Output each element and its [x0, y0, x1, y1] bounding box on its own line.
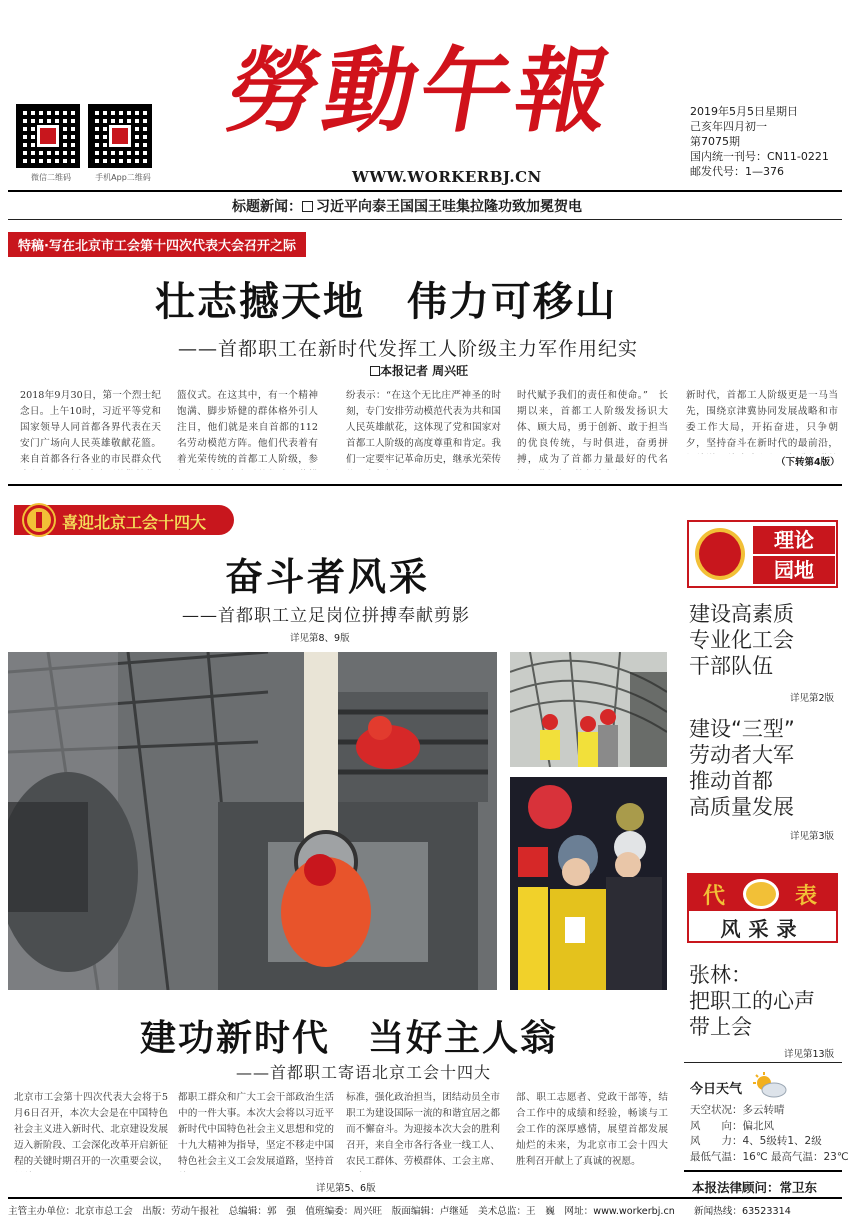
- union-emblem-icon: [743, 879, 779, 909]
- issue-number: 第7075期: [690, 135, 740, 148]
- story2-subtitle: ——首都职工寄语北京工会十四大: [236, 1063, 492, 1082]
- weather-line: 风 力：4、5级转1、2级: [690, 1135, 822, 1147]
- website-url[interactable]: WWW.WORKERBJ.CN: [352, 168, 542, 186]
- rep-headline[interactable]: [689, 962, 815, 1040]
- box-icon: [370, 366, 380, 376]
- qr-app-caption: 手机App二维码: [95, 173, 151, 182]
- divider: [684, 1062, 842, 1063]
- feature-col-1: 2018年9月30日，第一个烈士纪念日。上午10时，习近平等党和国家领导人同首都各界代表在天安门广场向人民英雄敬献花篮。来自首都各行各业的市民群众代: [20, 390, 161, 465]
- volunteers-photo-illustration: [510, 777, 667, 990]
- theory-see[interactable]: 详见第2版: [790, 693, 835, 704]
- weather-line: 最低气温：16℃ 最高气温：23℃: [690, 1150, 849, 1163]
- rig-photo-illustration: [8, 652, 497, 990]
- weather-title: 今日天气: [690, 1082, 743, 1097]
- masthead-title: 勞動午報: [219, 37, 623, 145]
- item2-headline[interactable]: [689, 716, 795, 820]
- story2-col-4: 部、职工志愿者、党政干部等，结合工作中的成绩和经验，畅谈与工会工作的深厚感情，展望首都发展灿烂的未来，为北京市工会十四大胜利召开献上了真诚的祝愿。: [516, 1092, 668, 1167]
- issue-postal: 邮发代号：1—376: [690, 165, 784, 178]
- photo-rig-workers[interactable]: [8, 652, 497, 990]
- theory-badge: [687, 520, 838, 588]
- divider: [8, 219, 842, 220]
- photo-surveyors[interactable]: [510, 652, 667, 767]
- story2-title[interactable]: 建功新时代 当好主人翁: [140, 1018, 559, 1059]
- headline-line: 专业化工会: [689, 628, 794, 652]
- union-emblem-icon: [695, 528, 745, 580]
- theory-badge-line2: 园地: [753, 556, 835, 584]
- badge-bottom-text: 风采录: [720, 917, 805, 941]
- issue-info: [690, 104, 829, 179]
- issue-cn: 国内统一刊号：CN11-0221: [690, 150, 829, 163]
- feature-title[interactable]: 壮志撼天地 伟力可移山: [155, 279, 617, 325]
- issue-date: 2019年5月5日星期日: [690, 105, 798, 118]
- story2-see[interactable]: 详见第5、6版: [316, 1183, 376, 1194]
- union-emblem-icon: [24, 505, 54, 535]
- story2-col-3: 标准，强化政治担当，团结动员全市职工为建设国际一流的和谐宜居之都而不懈奋斗。为迎接本次大会的胜利召开，来自全市各行各业一线工人、农民工群体、劳模群体、工会主席、: [346, 1092, 500, 1167]
- representative-badge: [687, 873, 838, 943]
- story2-col-1: 北京市工会第十四次代表大会将于5月6日召开，本次大会是在中国特色社会主义进入新时代、北京建设发展迈入新阶段、工会深化改革开启新征程的关键时期召开的一次重要会议，: [14, 1092, 168, 1167]
- qr-app[interactable]: [88, 104, 158, 183]
- headline-line: 高质量发展: [689, 795, 794, 819]
- story1-subtitle: ——首都职工立足岗位拼搏奉献剪影: [182, 606, 470, 626]
- feature-col-4: 时代赋予我们的责任和使命。” 长期以来，首都工人阶级发扬识大体、顾大局，勇于创新、敢于担当的优良传统，与时俱进，奋勇拼搏，成为了首都力量最好的代名: [517, 390, 668, 465]
- qr-wechat-caption: 微信二维码: [31, 173, 71, 182]
- rep-see[interactable]: 详见第13版: [784, 1049, 835, 1060]
- partly-cloudy-icon: [752, 1072, 788, 1102]
- issue-lunar: 己亥年四月初一: [690, 120, 767, 133]
- headline-line: 推动首都: [689, 769, 773, 793]
- legal-advisor: 本报法律顾问：常卫东: [692, 1180, 818, 1195]
- footer-rule: [8, 1197, 842, 1199]
- masthead-rule: [8, 190, 842, 192]
- headline-line: 带上会: [689, 1015, 752, 1039]
- surveyors-photo-illustration: [510, 652, 667, 767]
- qr-code-icon: [88, 104, 152, 168]
- headline-news[interactable]: [232, 196, 582, 216]
- item2-see[interactable]: 详见第3版: [790, 831, 835, 842]
- weather-details: [690, 1103, 849, 1165]
- feature-continued[interactable]: （下转第4版）: [776, 457, 840, 468]
- headline-line: 劳动者大军: [689, 743, 794, 767]
- box-icon: [302, 201, 313, 212]
- footer-credits: 主管主办单位：北京市总工会 出版：劳动午报社 总编辑：郭 强 值班编委：周兴旺 版面编辑：卢继延 美术总监：王 巍 网址：www.workerbj.cn 新闻热线：63523314: [8, 1206, 791, 1217]
- weather-line: 天空状况：多云转晴: [690, 1104, 785, 1116]
- feature-col-5: 新时代，首都工人阶级更是一马当先，围绕京津冀协同发展战略和市委工作大局，开拓奋进，只争朝夕，坚持奋斗在新时代的最前沿，: [686, 390, 838, 449]
- divider: [684, 1170, 842, 1172]
- theory-badge-line1: 理论: [753, 526, 835, 554]
- headline-line: 建设高素质: [689, 602, 794, 626]
- headline-line: 把职工的心声: [689, 989, 815, 1013]
- qr-wechat[interactable]: [16, 104, 86, 183]
- headline-line: 干部队伍: [689, 654, 773, 678]
- byline-text: 本报记者 周兴旺: [380, 364, 469, 378]
- feature-byline: [370, 362, 468, 379]
- qr-code-icon: [16, 104, 80, 168]
- feature-col-2: 篮仪式。在这其中，有一个精神饱满、脚步矫健的群体格外引人注目，他们就是来自首都的112名劳动模范方阵。他们代表着有着光荣传统的首都工人阶级，参: [177, 390, 318, 465]
- headline-line: 张林：: [689, 963, 752, 987]
- feature-tag[interactable]: 特稿·写在北京市工会第十四次代表大会召开之际: [8, 232, 306, 257]
- weather-line: 风 向：偏北风: [690, 1119, 774, 1132]
- theory-headline[interactable]: [689, 601, 794, 679]
- badge-char: 表: [795, 884, 818, 909]
- headline-news-label: 标题新闻：: [232, 199, 302, 215]
- badge-char: 代: [703, 884, 726, 909]
- feature-col-3: 纷表示：“在这个无比庄严神圣的时刻，专门安排劳动模范代表为共和国人民英雄献花，这体现了党和国家对首都工人阶级的高度尊重和肯定。我们一定要牢记革命历史，继承光荣传: [346, 390, 501, 465]
- photo-volunteers[interactable]: [510, 777, 667, 990]
- section-rule: [8, 484, 842, 486]
- story1-title[interactable]: 奋斗者风采: [225, 555, 431, 599]
- story2-col-2: 都职工群众和广大工会干部政治生活中的一件大事。本次大会将以习近平新时代中国特色社会主义思想和党的十九大精神为指导，坚定不移走中国特色社会主义工会发展道路，坚持首: [178, 1092, 334, 1167]
- section-ribbon-text: 喜迎北京工会十四大: [62, 513, 207, 532]
- story1-see[interactable]: 详见第8、9版: [290, 633, 350, 644]
- headline-line: 建设“三型”: [689, 717, 795, 741]
- feature-subtitle: ——首都职工在新时代发挥工人阶级主力军作用纪实: [178, 338, 639, 360]
- headline-news-text: 习近平向泰王国国王哇集拉隆功致加冕贺电: [316, 199, 582, 215]
